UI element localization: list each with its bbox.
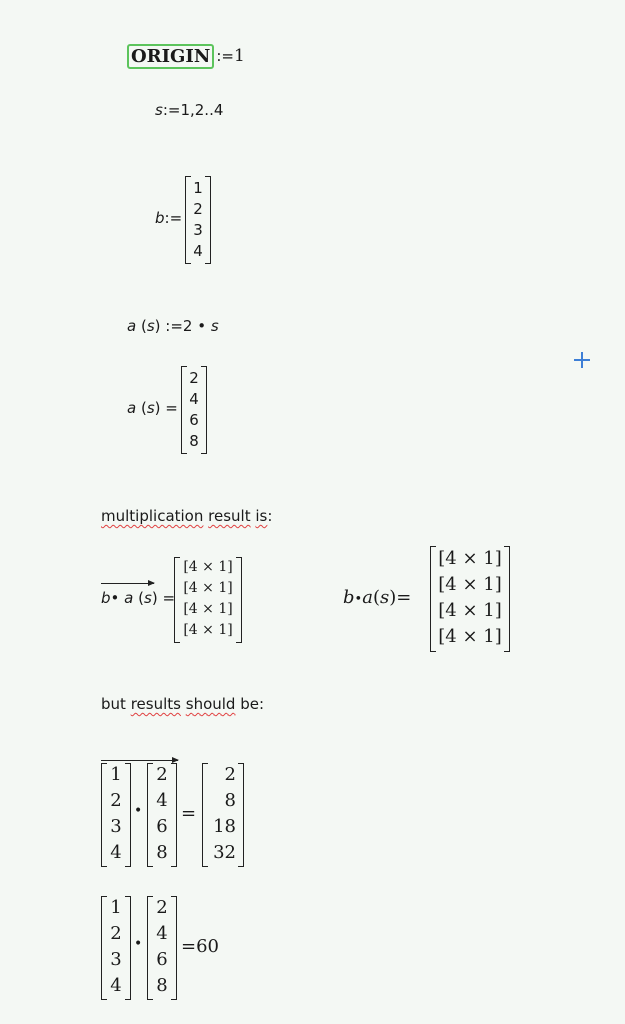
b-matrix [185,176,211,264]
matrix-cell: 1 [110,897,122,918]
a-result-matrix [181,366,207,454]
matrix-cell: [4 × 1] [183,580,233,596]
equals-operator: = [165,399,178,417]
matrix-cell: 6 [156,949,168,970]
function-name: a [124,589,134,607]
matrix-cell: 2 [156,897,168,918]
function-name: a [127,317,137,335]
expected-right-matrix [147,763,177,867]
function-name: a [362,587,373,608]
matrix-cell: 3 [110,816,122,837]
a-definition[interactable]: a (s) :=2 • s [127,317,219,335]
matrix-cell: 2 [189,369,199,387]
text-colon: : [267,507,273,525]
matrix-cell: [4 × 1] [438,600,502,621]
text-word: result [208,507,251,525]
assign-operator: := [165,317,183,335]
matrix-cell: [4 × 1] [438,574,502,595]
matrix-cell: 2 [156,764,168,785]
matrix-cell: [4 × 1] [438,626,502,647]
expected-result-matrix [202,763,244,867]
matrix-cell: 4 [156,790,168,811]
b-variable: b [101,589,111,607]
matrix-cell: [4 × 1] [438,548,502,569]
dot-right-matrix [147,896,177,1000]
range-variable: s [155,101,163,119]
dot-product-result[interactable] [181,936,219,957]
matrix-cell: 32 [213,842,236,863]
vectorized-product[interactable]: b• a (s) = [101,589,176,607]
matrix-cell: 3 [110,949,122,970]
plain-product[interactable]: b•a(s)= [343,587,412,608]
assign-operator: := [164,209,183,227]
function-arg: s [379,587,390,608]
b-variable: b [155,209,165,227]
matrix-cell: 1 [193,179,203,197]
crosshair-cursor-icon [574,352,590,368]
text-region-multiplication[interactable] [101,507,272,525]
matrix-cell: 4 [156,923,168,944]
matrix-cell: 4 [193,242,203,260]
matrix-cell: 2 [224,764,236,785]
matrix-cell: [4 × 1] [183,559,233,575]
b-variable: b [343,587,355,608]
matrix-cell: 2 [110,923,122,944]
result-value: 60 [196,936,219,957]
text-word: be: [240,695,265,713]
text-word: is [255,507,268,525]
dot-operator: • [354,592,363,607]
origin-name[interactable]: ORIGIN [127,44,214,69]
origin-definition[interactable] [127,43,245,69]
a-evaluation[interactable]: a (s) = [127,399,178,417]
matrix-cell: 18 [213,816,236,837]
dot-operator: • [134,803,143,819]
matrix-cell: 2 [110,790,122,811]
matrix-cell: 8 [156,842,168,863]
vectorize-arrow [101,583,154,584]
matrix-cell: 3 [193,221,203,239]
matrix-cell: 4 [110,975,122,996]
coefficient: 2 [182,317,193,335]
assign-operator: := [162,101,181,119]
matrix-cell: 8 [156,975,168,996]
function-arg: s [144,589,152,607]
matrix-cell: 2 [193,200,203,218]
equals-operator: = [162,589,176,607]
matrix-cell: 4 [110,842,122,863]
matrix-cell: 8 [189,432,199,450]
rhs-variable: s [210,317,219,335]
matrix-cell: 6 [156,816,168,837]
function-name: a [127,399,137,417]
vectorize-arrow [101,760,178,761]
b-definition[interactable] [155,209,182,227]
matrix-cell: 4 [189,390,199,408]
dot-operator: • [134,936,143,952]
matrix-cell: 6 [189,411,199,429]
matrix-cell: [4 × 1] [183,601,233,617]
dot-operator: • [110,589,120,607]
text-word: but [101,695,126,713]
dot-left-matrix [101,896,131,1000]
vectorized-result-matrix [174,557,242,643]
text-word: results [130,695,181,713]
text-word: should [185,695,236,713]
text-region-expected[interactable] [101,695,264,713]
range-expression: 1,2..4 [180,101,224,119]
matrix-cell: 1 [110,764,122,785]
text-word: multiplication [101,507,204,525]
range-definition[interactable] [155,101,223,119]
equals-operator: = [181,936,197,957]
matrix-cell: 8 [224,790,236,811]
function-arg: s [146,399,155,417]
assign-operator: := [216,47,234,65]
matrix-cell: [4 × 1] [183,622,233,638]
plain-result-matrix [430,546,510,652]
expected-left-matrix [101,763,131,867]
dot-operator: • [197,317,207,335]
origin-value: 1 [233,46,245,66]
equals-operator: = [181,803,197,824]
equals-operator: = [396,587,412,608]
function-arg: s [146,317,155,335]
